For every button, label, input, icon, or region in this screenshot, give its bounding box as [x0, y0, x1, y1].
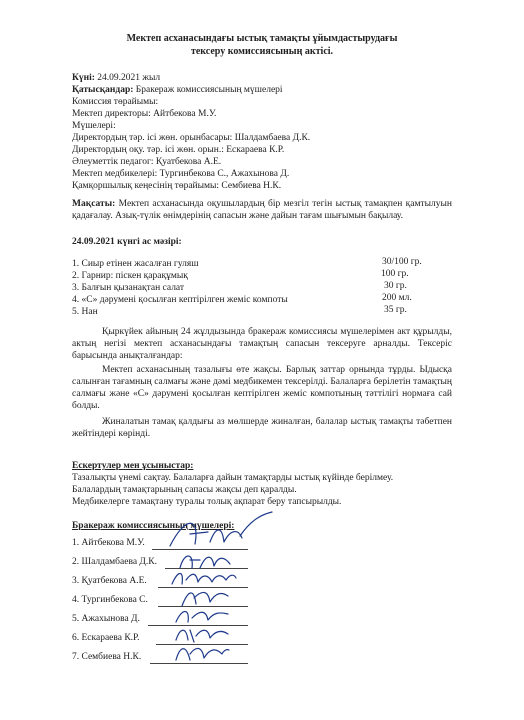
signature-7 [172, 640, 232, 666]
commission-line: Директордың оқу. тәр. ісі жөн. орын.: Ескараева К.Р. [72, 145, 285, 155]
commission-line: Әлеуметтік педагог: Қуатбекова А.Е. [72, 157, 222, 167]
note-line: Медбикелерге тамақтану туралы толық ақпарат беру тапсырылды. [72, 497, 342, 507]
menu-item-portion: 35 гр. [384, 305, 407, 315]
commission-line: Қамқоршылық кеңесінің төрайымы: Сембиева Н.К. [72, 181, 282, 191]
menu-item-name: 1. Сиыр етінен жасалған гуляш [72, 259, 199, 269]
menu-item-name: 4. «С» дәрумені қосылған кептірілген жеміс компоты [72, 295, 288, 305]
participants-value: Бракераж комиссиясының мүшелері [133, 85, 283, 95]
menu-item-name: 5. Нан [72, 307, 98, 317]
menu-item-name: 2. Гарнир: піскен қарақұмық [72, 271, 188, 281]
note-line: Балалардың тамақтарының сапасы жақсы деп қаралды. [72, 485, 297, 495]
commission-line: Мүшелері: [72, 121, 116, 131]
menu-item-portion: 30/100 гр. [382, 257, 422, 267]
body-paragraph-2: Мектеп асханасының тазалығы өте жақсы. Барлық заттар орнында тұрды. Ыдысқа салынған тағамның салмағы және дәмі медбикемен тексерілді. Балаларға берілетін тамақтың салмағы және «С» дәрумені қосылған кептірілген жеміс компотының тәттілігі нормаға сай болды. [72, 365, 452, 411]
menu-item-portion: 100 гр. [381, 269, 409, 279]
body-paragraph-1: Қыркүйек айының 24 жұлдызында бракераж комиссиясы мүшелерімен акт құрылды, актың негізі мектеп асханасындағы тамақтың сапасын тексеруге арналды. Тексеріс барысында анықталғандар: [72, 327, 452, 361]
commission-line: Директордың тәр. ісі жөн. орынбасары: Шалдамбаева Д.К. [72, 133, 311, 143]
commission-line: Мектеп директоры: Айтбекова М.У. [72, 109, 217, 119]
members-title: Бракераж комиссиясының мүшелері: [72, 521, 235, 531]
document-title-line2: тексеру комиссиясының актісі. [190, 46, 334, 57]
participants-label: Қатысқандар: [72, 85, 134, 95]
member-row: 3. Қуатбекова А.Е. [72, 576, 147, 586]
purpose-text: Мектеп асханасында оқушылардың бір мезгіл тегін ыстық тамақпен қамтылуын қадағалау. Азық-түлік өнімдерінің сапасын және дайын тағам шығымын бақылау. [72, 199, 452, 221]
member-row: 1. Айтбекова М.У. [72, 538, 145, 548]
document-title-line1: Мектеп асханасындағы ыстық тамақты ұйымдастырудағы [126, 33, 398, 44]
member-row: 5. Ажахынова Д. [72, 614, 140, 624]
menu-item-portion: 200 мл. [382, 293, 412, 303]
member-row: 6. Ескараева К.Р. [72, 633, 140, 643]
date-label: Күні: [72, 73, 95, 83]
member-row: 2. Шалдамбаева Д.К. [72, 557, 157, 567]
purpose-label: Мақсаты: [72, 199, 116, 209]
participants-line [72, 84, 283, 96]
menu-item-portion: 30 гр. [384, 281, 407, 291]
menu-title: 24.09.2021 күнгі ас мәзірі: [72, 237, 182, 247]
member-row: 4. Тургинбекова С. [72, 595, 148, 605]
commission-line: Комиссия төрайымы: [72, 97, 159, 107]
menu-item-name: 3. Балғын қызанақтан салат [72, 283, 185, 293]
note-line: Тазалықты үнемі сақтау. Балаларға дайын тамақтарды ыстық күйінде берілмеу. [72, 473, 394, 483]
purpose-paragraph [72, 198, 452, 222]
date-value: 24.09.2021 жыл [94, 73, 161, 83]
body-paragraph-3: Жиналатын тамақ қалдығы аз мөлшерде жиналған, балалар ыстық тамақты тәбетпен жейтіндері көрінді. [72, 417, 452, 439]
member-row: 7. Сембиева Н.К. [72, 652, 142, 662]
commission-line: Мектеп медбикелері: Тургинбекова С., Ажахынова Д. [72, 169, 290, 179]
notes-title: Ескертулер мен ұсыныстар: [72, 461, 194, 471]
date-line [72, 72, 160, 84]
